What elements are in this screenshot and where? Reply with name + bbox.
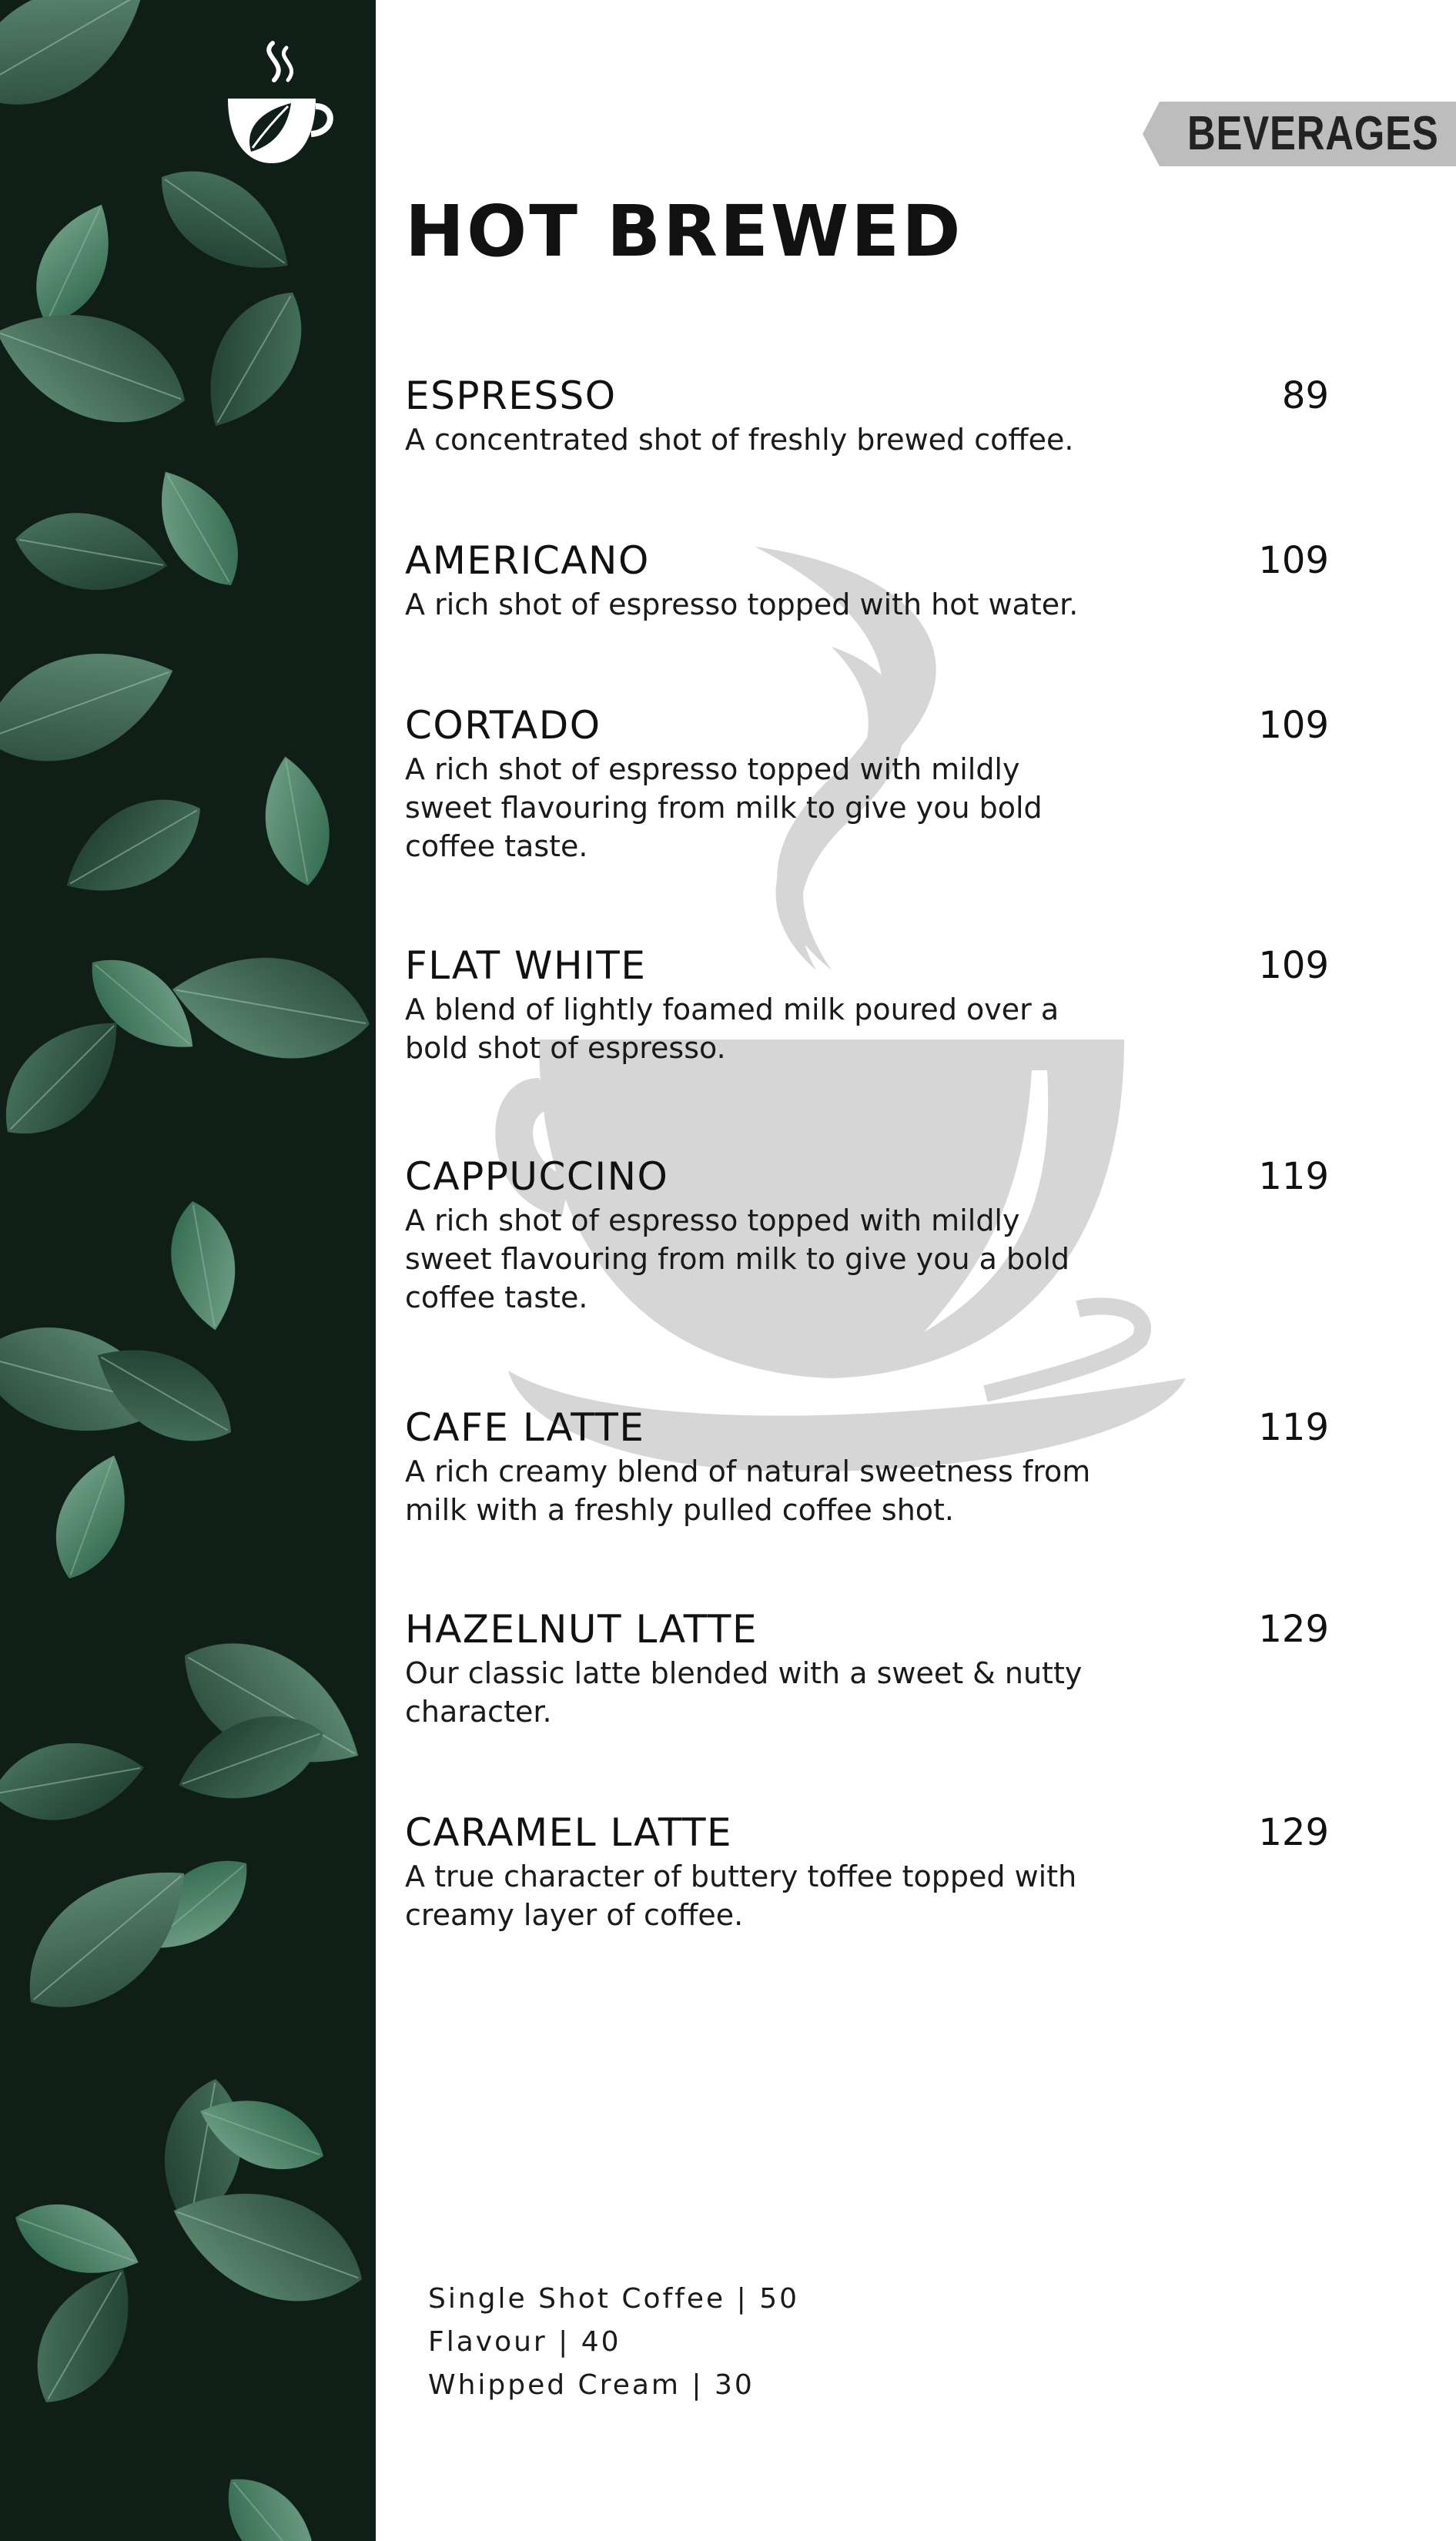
item-price: 119	[1258, 1155, 1329, 1198]
addons-list	[428, 2278, 799, 2407]
section-badge	[1143, 102, 1456, 166]
item-description: A rich shot of espresso topped with mildly sweet flavouring from milk to give you a bold coffee taste.	[405, 1203, 1070, 1314]
coffee-cup-leaf-icon	[220, 40, 343, 171]
item-price: 89	[1281, 374, 1329, 417]
item-name: CORTADO	[405, 703, 601, 748]
menu-item-espresso	[405, 374, 1329, 459]
item-price: 109	[1258, 704, 1329, 747]
item-description: A true character of buttery toffee topped with creamy layer of coffee.	[405, 1859, 1077, 1932]
item-name: HAZELNUT LATTE	[405, 1607, 758, 1652]
item-name: CAPPUCCINO	[405, 1154, 669, 1199]
menu-item-hazelnut-latte	[405, 1608, 1329, 1731]
item-name: FLAT WHITE	[405, 943, 647, 988]
item-name: ESPRESSO	[405, 373, 617, 418]
item-price: 129	[1258, 1608, 1329, 1651]
item-price: 109	[1258, 944, 1329, 987]
leaf-pattern-image	[0, 0, 376, 2541]
item-price: 129	[1258, 1811, 1329, 1854]
page-title: HOT BREWED	[405, 190, 963, 273]
menu-item-cafe-latte	[405, 1406, 1329, 1529]
item-price: 109	[1258, 539, 1329, 582]
addon-item: Flavour | 40	[428, 2326, 621, 2358]
menu-item-caramel-latte	[405, 1811, 1329, 1934]
item-price: 119	[1258, 1406, 1329, 1449]
menu-item-flat-white	[405, 944, 1329, 1067]
item-description: Our classic latte blended with a sweet & nutty character.	[405, 1656, 1083, 1729]
item-description: A rich shot of espresso topped with mildly sweet flavouring from milk to give you bold coffee taste.	[405, 752, 1043, 863]
item-name: AMERICANO	[405, 538, 650, 583]
item-description: A concentrated shot of freshly brewed coffee.	[405, 422, 1074, 457]
menu-item-cappuccino	[405, 1155, 1329, 1317]
section-label: BEVERAGES	[1187, 107, 1439, 160]
item-description: A rich creamy blend of natural sweetness from milk with a freshly pulled coffee shot.	[405, 1454, 1091, 1527]
menu-item-americano	[405, 539, 1329, 624]
item-description: A rich shot of espresso topped with hot water.	[405, 587, 1079, 621]
item-name: CARAMEL LATTE	[405, 1810, 733, 1855]
addon-item: Whipped Cream | 30	[428, 2369, 755, 2401]
item-description: A blend of lightly foamed milk poured over a bold shot of espresso.	[405, 992, 1059, 1065]
addon-item: Single Shot Coffee | 50	[428, 2283, 799, 2315]
menu-item-cortado	[405, 704, 1329, 865]
leaf-background-panel	[0, 0, 376, 2541]
item-name: CAFE LATTE	[405, 1405, 645, 1450]
